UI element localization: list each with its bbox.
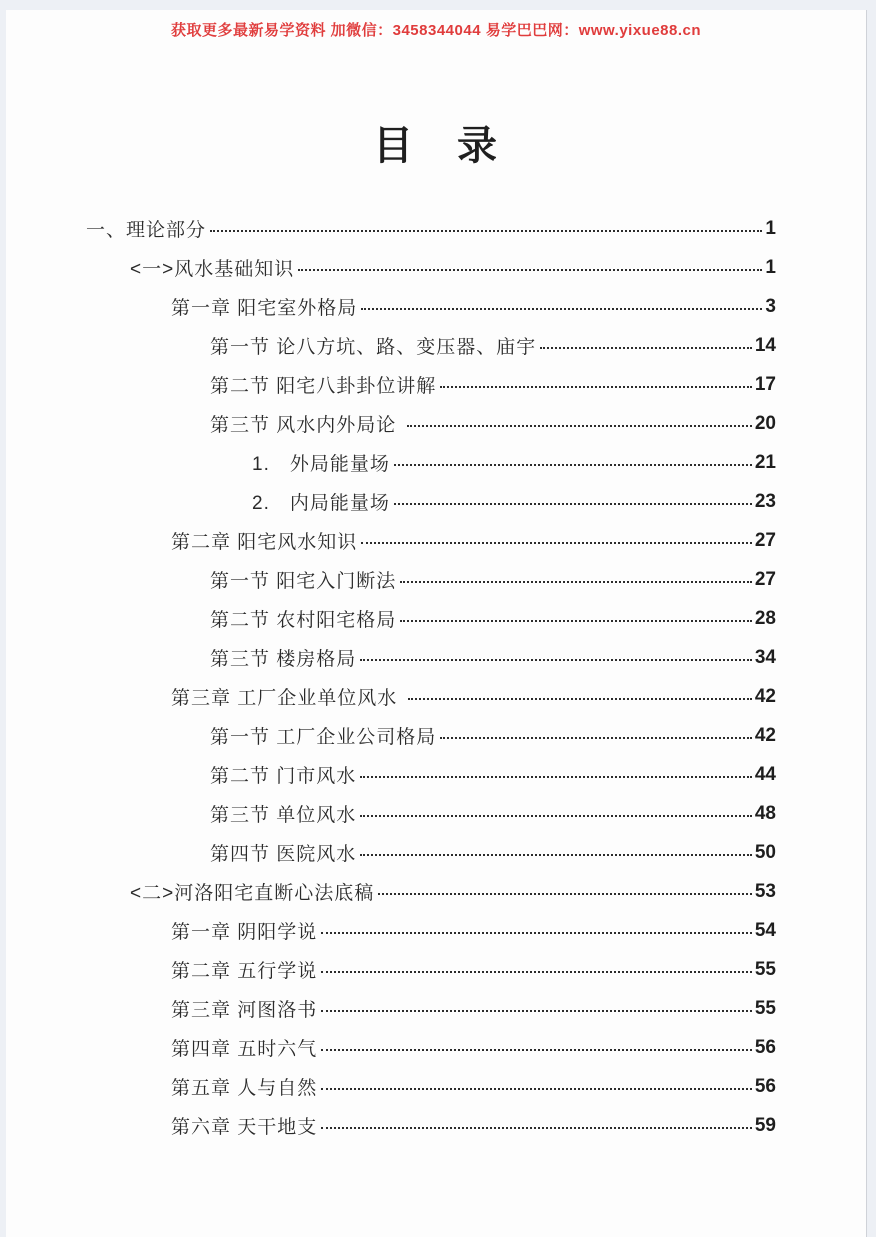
dot-leader <box>360 833 752 872</box>
toc-entry-title: <二>河洛阳宅直断心法底稿 <box>130 883 375 904</box>
toc-entry <box>6 443 866 482</box>
toc-entry <box>6 1067 866 1106</box>
dot-leader <box>360 755 752 794</box>
page-title: 目 录 <box>373 123 499 168</box>
toc-entry-page: 20 <box>754 412 776 434</box>
dot-leader <box>321 1028 752 1067</box>
dot-leader <box>400 560 752 599</box>
toc-entry-title: 第三章 工厂企业单位风水 <box>171 688 404 709</box>
toc-entry-page: 44 <box>754 763 776 785</box>
dot-leader <box>361 287 762 326</box>
toc-entry <box>6 365 866 404</box>
dot-leader <box>540 326 752 365</box>
dot-leader <box>321 989 752 1028</box>
toc-entry-page: 28 <box>754 607 776 629</box>
toc-entry-page: 21 <box>754 451 776 473</box>
toc-entry <box>6 560 866 599</box>
toc-entry-page: 3 <box>765 295 776 317</box>
toc-entry <box>6 716 866 755</box>
toc-entry <box>6 794 866 833</box>
toc-entry <box>6 950 866 989</box>
toc-entry-page: 59 <box>754 1114 776 1136</box>
toc-entry-page: 27 <box>754 568 776 590</box>
toc-entry <box>6 248 866 287</box>
toc-entry-title: 第三章 河图洛书 <box>171 1000 318 1021</box>
toc-list <box>6 209 866 1145</box>
dot-leader <box>298 248 762 287</box>
toc-entry <box>6 755 866 794</box>
toc-entry <box>6 1028 866 1067</box>
dot-leader <box>210 209 762 248</box>
toc-entry-page: 54 <box>754 919 776 941</box>
toc-entry-page: 42 <box>754 685 776 707</box>
toc-entry-title: 第一节 论八方坑、路、变压器、庙宇 <box>210 337 537 358</box>
toc-entry-page: 14 <box>754 334 776 356</box>
toc-entry <box>6 1106 866 1145</box>
toc-entry-title: 第四节 医院风水 <box>210 844 357 865</box>
toc-entry <box>6 287 866 326</box>
dot-leader <box>361 521 752 560</box>
dot-leader <box>321 1067 752 1106</box>
toc-entry-page: 17 <box>754 373 776 395</box>
toc-entry <box>6 911 866 950</box>
dot-leader <box>321 950 752 989</box>
toc-entry-title: 第二章 阳宅风水知识 <box>171 532 358 553</box>
toc-entry-title: 第三节 楼房格局 <box>210 649 357 670</box>
toc-entry-page: 1 <box>765 217 776 239</box>
toc-entry-title: 第一章 阴阳学说 <box>171 922 318 943</box>
toc-entry-title: 第一节 阳宅入门断法 <box>210 571 397 592</box>
toc-entry-title: 第四章 五时六气 <box>171 1039 318 1060</box>
scanned-page <box>6 10 867 1237</box>
toc-entry <box>6 209 866 248</box>
toc-entry-page: 48 <box>754 802 776 824</box>
toc-entry-title: 第三节 风水内外局论 <box>210 415 403 436</box>
toc-entry-title: 一、理论部分 <box>86 220 207 241</box>
toc-entry <box>6 872 866 911</box>
dot-leader <box>394 482 752 521</box>
toc-entry-title: 1. 外局能量场 <box>252 454 390 475</box>
toc-entry-title: 第二节 门市风水 <box>210 766 357 787</box>
toc-entry-page: 53 <box>754 880 776 902</box>
toc-entry <box>6 326 866 365</box>
dot-leader <box>440 365 752 404</box>
dot-leader <box>394 443 752 482</box>
toc-entry-title: 第二章 五行学说 <box>171 961 318 982</box>
dot-leader <box>400 599 752 638</box>
toc-entry-page: 27 <box>754 529 776 551</box>
toc-entry-title: 第三节 单位风水 <box>210 805 357 826</box>
toc-entry-page: 42 <box>754 724 776 746</box>
toc-entry-title: 第二节 农村阳宅格局 <box>210 610 397 631</box>
dot-leader <box>360 638 752 677</box>
dot-leader <box>440 716 752 755</box>
dot-leader <box>378 872 752 911</box>
toc-entry-page: 56 <box>754 1075 776 1097</box>
toc-entry-page: 55 <box>754 958 776 980</box>
toc-entry-title: 2. 内局能量场 <box>252 493 390 514</box>
promo-header-text: 获取更多最新易学资料 加微信：3458344044 易学巴巴网：www.yixue88.cn <box>170 22 702 39</box>
toc-entry-page: 55 <box>754 997 776 1019</box>
toc-entry-page: 56 <box>754 1036 776 1058</box>
dot-leader <box>407 404 752 443</box>
toc-entry <box>6 482 866 521</box>
dot-leader <box>408 677 752 716</box>
toc-entry-page: 23 <box>754 490 776 512</box>
dot-leader <box>321 911 752 950</box>
dot-leader <box>321 1106 752 1145</box>
toc-entry <box>6 599 866 638</box>
toc-entry-page: 1 <box>765 256 776 278</box>
toc-entry <box>6 833 866 872</box>
dot-leader <box>360 794 752 833</box>
toc-entry-title: 第六章 天干地支 <box>171 1117 318 1138</box>
toc-entry-title: 第一节 工厂企业公司格局 <box>210 727 437 748</box>
toc-entry-title: 第五章 人与自然 <box>171 1078 318 1099</box>
toc-entry-page: 34 <box>754 646 776 668</box>
toc-entry <box>6 638 866 677</box>
toc-entry-title: 第一章 阳宅室外格局 <box>171 298 358 319</box>
toc-entry <box>6 677 866 716</box>
toc-entry-title: <一>风水基础知识 <box>130 259 295 280</box>
toc-entry <box>6 521 866 560</box>
toc-entry <box>6 404 866 443</box>
toc-entry-page: 50 <box>754 841 776 863</box>
toc-entry-title: 第二节 阳宅八卦卦位讲解 <box>210 376 437 397</box>
toc-entry <box>6 989 866 1028</box>
